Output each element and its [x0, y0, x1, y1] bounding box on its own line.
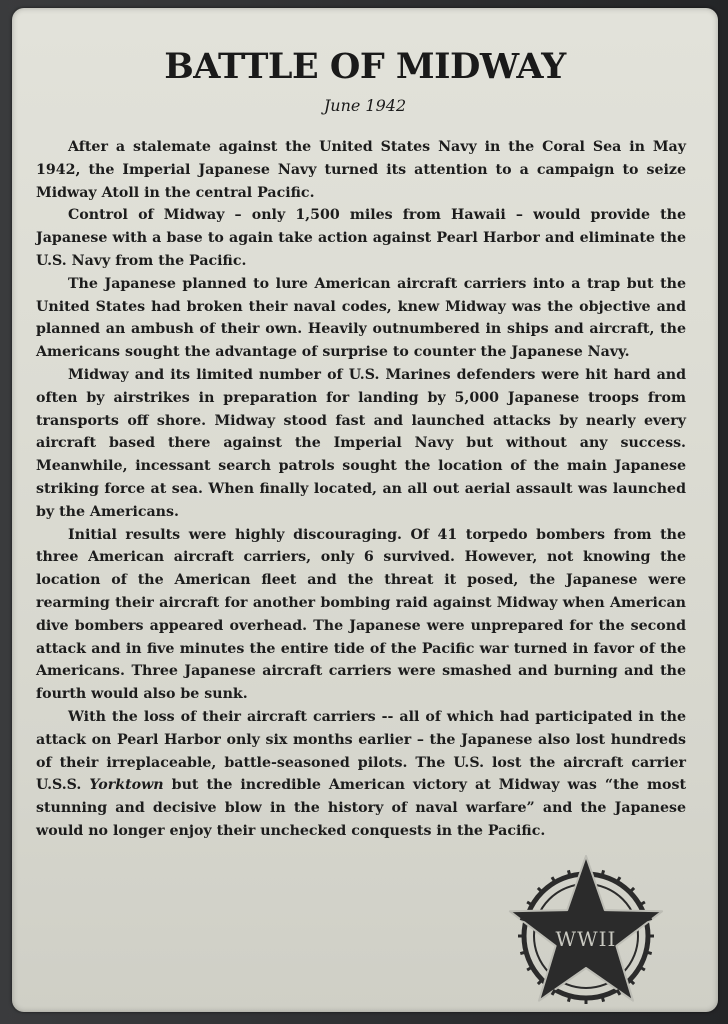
- ship-name-yorktown: Yorktown: [89, 777, 164, 794]
- plaque-body: [36, 136, 686, 843]
- emblem-rim-tick: [646, 918, 652, 920]
- memorial-plaque: [12, 8, 718, 1012]
- wwii-label: WWII: [555, 927, 617, 951]
- emblem-rim-tick: [602, 870, 604, 876]
- paragraph-coral-sea: After a stalemate against the United States Navy in the Coral Sea in May 1942, the Imperial Japanese Navy turned its attention to a campaign to seize Midway Atoll in the central Pacific.: [36, 139, 686, 201]
- emblem-rim-tick: [520, 918, 526, 920]
- losses-text-start: With the loss of their aircraft carriers -- all of which had participated in the attack on Pearl Harbor only six months earlier – the Japanese also lost hundreds of their irreplaceable, battle-seasoned pilots. The U.S. lost the aircraft carrier U.S.S.: [36, 708, 686, 794]
- emblem-rim-tick: [602, 996, 604, 1002]
- emblem-rim-tick: [538, 888, 542, 892]
- plaque-date: June 1942: [323, 96, 407, 115]
- paragraph-trap: The Japanese planned to lure American aircraft carriers into a trap but the United States had broken their naval codes, knew Midway was the objective and planned an ambush of their own. Heavily outnumbered in ships and aircraft, the Americans sought the advantage of surprise to counter the Japanese Navy.: [36, 275, 686, 361]
- paragraph-airstrikes: Midway and its limited number of U.S. Marines defenders were hit hard and often by airstrikes in preparation for landing by 5,000 Japanese troops from transports off shore. Midway stood fast and launched attacks by nearly every aircraft based there against the Imperial Navy but without any success. Meanwhile, incessant search patrols sought the location of the main Japanese striking force at sea. When finally located, an all out aerial assault was launched by the Americans.: [36, 366, 686, 520]
- emblem-rim-tick: [646, 952, 652, 954]
- paragraph-control-of-midway: Control of Midway – only 1,500 miles from Hawaii – would provide the Japanese with a base to again take action against Pearl Harbor and eliminate the U.S. Navy from the Pacific.: [36, 207, 686, 269]
- plaque-title: BATTLE OF MIDWAY: [164, 46, 566, 87]
- wwii-star-emblem-icon: [502, 854, 670, 1014]
- emblem-rim-tick: [630, 888, 634, 892]
- paragraph-initial-results: Initial results were highly discouraging. Of 41 torpedo bombers from the three American aircraft carriers, only 6 survived. However, not knowing the location of the American fleet and the threat it posed, the Japanese were rearming their aircraft for another bombing raid against Midway when American dive bombers appeared overhead. The Japanese were unprepared for the second attack and in five minutes the entire tide of the Pacific war turned in favor of the Americans. Three Japanese aircraft carriers were smashed and burning and the fourth would also be sunk.: [36, 526, 686, 703]
- emblem-rim-tick: [568, 870, 570, 876]
- emblem-rim-tick: [568, 996, 570, 1002]
- emblem-rim-tick: [630, 980, 634, 984]
- paragraph-losses: [36, 706, 686, 843]
- emblem-rim-tick: [520, 952, 526, 954]
- emblem-rim-tick: [538, 980, 542, 984]
- losses-text-end: but the incredible American victory at Midway was “the most stunning and decisive blow in the history of naval warfare” and the Japanese would no longer enjoy their unchecked conquests in the Pacific.: [36, 777, 686, 839]
